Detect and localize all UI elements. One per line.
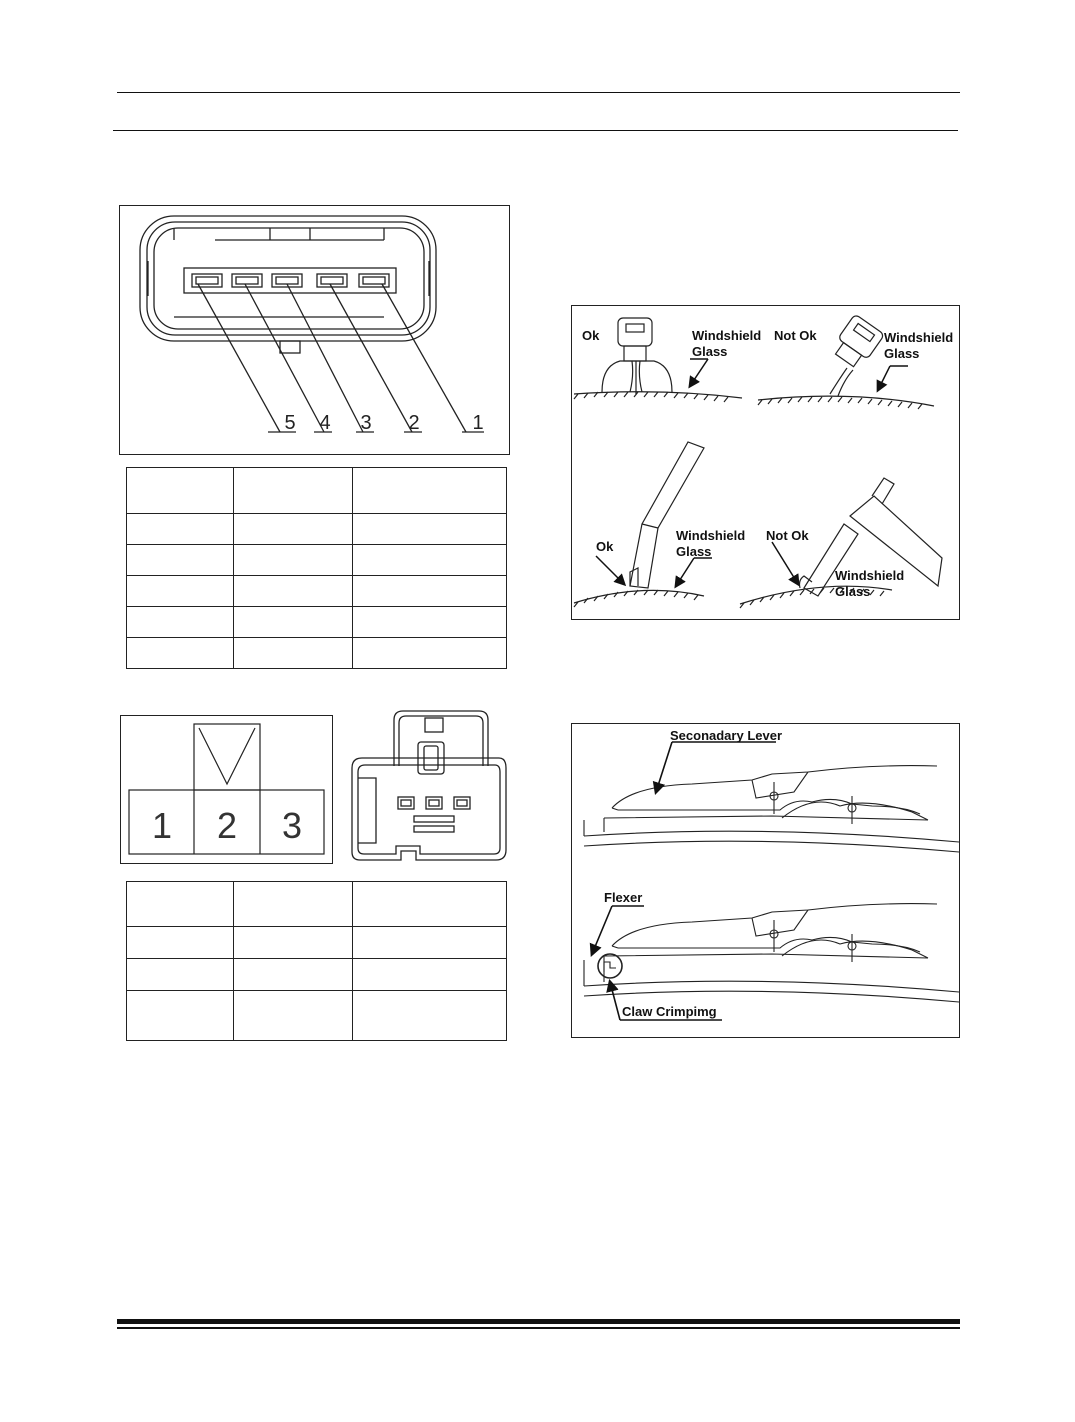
table-cell: [127, 576, 234, 607]
table-cell: [353, 991, 507, 1041]
table-cell: [127, 882, 234, 927]
table-cell: [233, 638, 353, 669]
table-cell: [127, 638, 234, 669]
table-cell: [127, 927, 234, 959]
table-cell: [353, 882, 507, 927]
table-cell: [233, 927, 353, 959]
table-cell: [233, 882, 353, 927]
label-ok-bottom: Ok: [596, 539, 614, 554]
label-windshield-b2: Windshield: [835, 568, 905, 583]
label-secondary-lever: Seconadary Lever: [670, 728, 783, 743]
label-glass-a2: Glass: [884, 346, 920, 361]
label-ok-top: Ok: [582, 328, 600, 343]
pin-label-2: 2: [216, 805, 238, 846]
header-rule-top: [117, 92, 960, 93]
table-cell: [233, 545, 353, 576]
label-glass-b2: Glass: [835, 584, 871, 599]
table-cell: [127, 991, 234, 1041]
table-cell: [353, 514, 507, 545]
label-windshield-a1: Windshield: [692, 328, 762, 343]
table-cell: [127, 959, 234, 991]
label-windshield-a2: Windshield: [884, 330, 954, 345]
table-cell: [233, 607, 353, 638]
table-cell: [233, 514, 353, 545]
pin-table-3pin: [126, 881, 507, 1041]
table-cell: [127, 468, 234, 514]
table-cell: [233, 576, 353, 607]
table-cell: [127, 545, 234, 576]
table-cell: [353, 545, 507, 576]
label-glass-b1: Glass: [676, 544, 712, 559]
table-cell: [353, 927, 507, 959]
table-cell: [233, 468, 353, 514]
pin-label-5: 5: [284, 412, 296, 434]
footer-rule-thin: [117, 1327, 960, 1329]
pin-label-3: 3: [281, 805, 303, 846]
footer-rule-thick: [117, 1319, 960, 1324]
table-cell: [353, 576, 507, 607]
label-claw-crimping: Claw Crimpimg: [622, 1004, 717, 1019]
pin-label-4: 4: [319, 412, 331, 434]
header-rule-bottom: [113, 130, 958, 131]
pin-label-1: 1: [151, 805, 173, 846]
pin-table-5pin: [126, 467, 507, 669]
table-cell: [353, 468, 507, 514]
label-glass-a1: Glass: [692, 344, 728, 359]
label-flexer: Flexer: [604, 890, 643, 905]
connector-3pin-diagram: [120, 715, 333, 864]
table-cell: [127, 607, 234, 638]
table-cell: [353, 959, 507, 991]
label-not-ok-top: Not Ok: [774, 328, 817, 343]
label-windshield-b1: Windshield: [676, 528, 746, 543]
connector-3pin-drawing: [344, 708, 510, 870]
connector-5pin-drawing: [120, 206, 509, 454]
table-cell: [233, 991, 353, 1041]
table-cell: [233, 959, 353, 991]
pin-label-1: 1: [472, 412, 484, 434]
table-cell: [353, 638, 507, 669]
connector-5pin-figure: [119, 205, 510, 455]
pin-label-2: 2: [408, 412, 420, 434]
table-cell: [353, 607, 507, 638]
table-cell: [127, 514, 234, 545]
label-not-ok-bottom: Not Ok: [766, 528, 809, 543]
pin-label-3: 3: [360, 412, 372, 434]
wiper-installation-figure: [571, 305, 960, 620]
wiper-blade-figure: [571, 723, 960, 1038]
